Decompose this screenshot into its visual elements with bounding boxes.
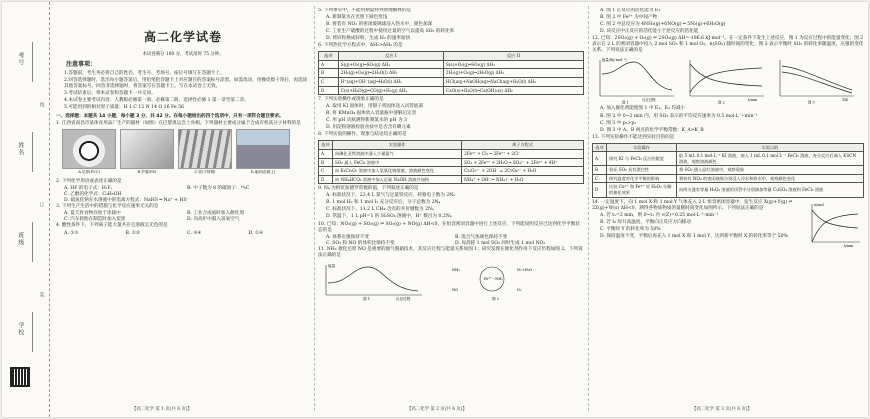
question-6-stem: 6. 下列热化学方程式中，ΔH₁>ΔH₂ 的是 — [318, 43, 403, 49]
option: B. 工业合成氨时加入催化剂 — [187, 211, 244, 217]
option: D. 用淀粉溶液检验食盐中是否含有碘元素 — [326, 125, 411, 131]
table-header: 选项 — [319, 52, 339, 61]
option: B. 混合气体颜色保持不变 — [455, 234, 508, 240]
table-cell: A — [319, 60, 339, 69]
table-row — [319, 158, 584, 167]
notice-heading: 注意事项： — [66, 60, 97, 68]
option: A. 加入催化剂能使图 1 中 E₁、E₂ 均减小 — [600, 106, 686, 112]
table-cell: B — [319, 69, 339, 78]
reactant-label: NH₃ — [452, 267, 460, 272]
table-cell: CaO(s)+H₂O(l)═Ca(OH)₂(s) ΔH₂ — [443, 86, 583, 95]
table-cell: S(g)+O₂(g)═SO₂(g) ΔH₁ — [338, 60, 443, 69]
page-2 — [318, 8, 584, 404]
p1-curve — [782, 66, 852, 90]
option: A. ①② — [64, 230, 79, 236]
energy-curve — [602, 62, 672, 90]
margin-label-class: 班级 — [16, 232, 24, 246]
table-cell: S(s)+O₂(g)═SO₂(g) ΔH₂ — [443, 60, 583, 69]
table-cell: 验证 SO₂ 具有漂白性 — [607, 166, 677, 175]
table-cell: SO₂ 通入 FeCl₃ 溶液中 — [333, 158, 462, 167]
question-3-options — [56, 211, 310, 223]
option: D. ①④ — [248, 230, 264, 236]
margin-fill-line — [32, 132, 33, 172]
question-10-stem: 10. 已知：NO₂(g) + SO₂(g) ⇌ SO₃(g) + NO(g) ΔH<0，在恒容密闭容器中进行上述反应，下列能说明反应已达到化学平衡状态的是 — [318, 221, 580, 233]
option: B. 将装有 NO₂ 的密闭玻璃球浸入热水中，颜色加深 — [326, 22, 433, 28]
question-6-table — [318, 51, 584, 95]
football-image — [62, 129, 116, 175]
qr-code-image — [10, 367, 30, 387]
option: B. 中子数为 8 的碳原子：¹⁴₆C — [187, 186, 250, 192]
page-divider — [314, 6, 315, 411]
option: C. 汽车轮胎在制造时加入炭黑 — [64, 217, 126, 223]
energy-diagram-figure — [592, 56, 678, 104]
notice-item: 1.答题前，考生务必将自己的姓名、考生号、考场号、座位号填写在答题卡上。 — [64, 70, 225, 76]
exam-sheet — [2, 2, 868, 417]
table-row — [319, 78, 584, 87]
margin-label-exam-number: 考号 — [16, 52, 24, 66]
table-row — [593, 183, 864, 197]
table-header: 选项 — [593, 143, 607, 152]
table-cell: 2Fe²⁺ + Cl₂ ═ 2Fe³⁺ + 2Cl⁻ — [462, 150, 584, 159]
figure-caption: 图 2 — [492, 296, 500, 301]
table-cell: 2H₂(g)+O₂(g)═2H₂O(l) ΔH₁ — [338, 69, 443, 78]
question-10-options — [318, 235, 584, 247]
question-2-stem: 2. 下列化学用语或表述正确的是 — [56, 179, 122, 185]
axis-label: t/min — [748, 98, 757, 103]
question-2-options — [56, 186, 310, 204]
binding-margin — [2, 2, 50, 417]
margin-label-name: 姓名 — [16, 142, 24, 156]
cut-mark: 线 — [38, 102, 45, 107]
page-1 — [56, 8, 310, 404]
table-cell: 向 NH₄HCO₃ 溶液中加入足量 NaOH 溶液并加热 — [333, 175, 462, 184]
option: D. 每消耗 1 mol SO₃ 同时生成 1 mol NO₂ — [455, 240, 546, 246]
table-cell: 比较 Cu²⁺ 和 Fe³⁺ 对 H₂O₂ 分解的催化效果 — [607, 183, 677, 197]
option: C. ③④ — [187, 230, 202, 236]
margin-fill-line — [32, 312, 33, 352]
table-cell: 将装有 NO₂ 的密闭烧瓶分别浸入冷水和热水中，观察颜色变化 — [677, 174, 864, 183]
table-row — [319, 69, 584, 78]
product-curve — [690, 68, 762, 92]
kneepad-image — [120, 129, 174, 175]
image-caption: D.地面(混凝土) — [250, 170, 276, 175]
reactant-label: NO — [452, 287, 459, 292]
option: B. 若 t₂ 时升高温度，平衡向正反应方向移动 — [600, 219, 691, 225]
margin-label-school: 学校 — [16, 322, 24, 336]
table-cell: A — [319, 150, 333, 159]
question-1-stem: 1. 江西省南昌市某体育用品厂生产的器材（如图）在巴黎奥运会上亮相。下列器材主要成分属于合成有机高分子材料的是 — [56, 120, 301, 126]
table-header: 反应 I — [338, 52, 443, 61]
question-14-stem: 14. 一定温度下，向 1 mol X 和 1 mol Y 气体充入 2 L 恒容密闭容器中，发生反应 X(g)+Y(g) ⇌ 2Z(g)+W(s) ΔH<0，测得各物质物质的量随时间变化如图所示。下列说法正确的是 — [592, 199, 793, 211]
notice-item: 2.回答选择题时，选出每小题答案后，用铅笔把答题卡上对应题目的答案标号涂黑。如需改动，用橡皮擦干净后，再选涂其他答案标号。回答非选择题时，将答案写在答题卡上。写在本试卷上无效。 — [64, 77, 308, 89]
option: A. 标准状况下，22.4 L 氯气与足量铁反应，转移电子数为 2Nₐ — [326, 193, 456, 199]
table-cell: C — [593, 174, 607, 183]
axis-label: 反应过程 — [642, 98, 656, 103]
table-cell: 探究温度对化学平衡的影响 — [607, 174, 677, 183]
axis-label: n/mol — [814, 202, 824, 207]
question-13-table — [592, 143, 864, 198]
table-cell: C(s)+H₂O(g)═CO(g)+H₂(g) ΔH₁ — [338, 86, 443, 95]
option: D. 保持温度不变，平衡后再充入 1 mol X 和 1 mol Y，达到新平衡时 X 的转化率等于 50% — [600, 233, 788, 239]
image-caption: A.足球(PVC) — [78, 170, 100, 175]
figure-caption: 图 2 — [718, 100, 725, 105]
option: B. 图 2 中 0~2 min 内，用 SO₂ 表示的平均反应速率为 0.5 mol·L⁻¹·min⁻¹ — [600, 113, 758, 119]
question-14-text — [592, 200, 800, 250]
option: C. 用 pH 试纸测得新制氯水的 pH 为 3 — [326, 118, 407, 124]
reactant-curve — [812, 210, 858, 228]
table-cell: C — [319, 167, 333, 176]
table-cell: A — [593, 152, 607, 166]
option: A. 新制氯水在光照下颜色变浅 — [326, 15, 388, 21]
table-cell: B — [319, 158, 333, 167]
table-cell: NH₄⁺ + OH⁻ ═ NH₃↑ + H₂O — [462, 175, 584, 184]
page-3 — [592, 8, 864, 404]
conversion-temperature-figure — [772, 56, 858, 104]
question-4-stem: 4. 酸性条件下，下列离子能大量共存且溶液呈无色的是 — [56, 223, 168, 229]
table-header: 选项 — [319, 141, 333, 150]
image-caption: B.护膝(PE) — [137, 170, 157, 175]
option: D. 将锌粒换成锌粉，生成 H₂ 的速率加快 — [326, 36, 411, 42]
table-cell: 取 5 mL 0.1 mol·L⁻¹ KI 溶液，加入 1 mL 0.1 mol·L⁻¹ FeCl₃ 溶液，充分反应后滴入 KSCN 溶液，观察溶液颜色 — [677, 152, 864, 166]
table-row — [593, 174, 864, 183]
question-13-stem: 13. 下列实验操作不能达到实验目的的是 — [592, 134, 675, 140]
p2-curve — [782, 72, 852, 93]
page-footer: 【高二化学 第 2 页(共 6 页)】 — [407, 407, 467, 413]
axis-label: 能量/(kJ·mol⁻¹) — [602, 58, 627, 63]
table-row — [593, 152, 864, 166]
exam-info: 本试卷满分 100 分，考试用时 75 分钟。 — [142, 51, 224, 57]
table-cell: D — [319, 86, 339, 95]
option: D. 图 3 中 A、B 两点的化学平衡常数：K_A>K_B — [600, 127, 704, 133]
table-cell: D — [319, 175, 333, 184]
option: A. 图 1 正反应的活化能为 E₁ — [600, 8, 661, 13]
exam-title: 高二化学试卷 — [143, 30, 222, 44]
option: A. 取用 KI 固体时，用镊子将固体送入试管底部 — [326, 104, 424, 110]
page-divider — [588, 6, 589, 411]
section-heading: 一、选择题：本题共 14 小题，每小题 3 分，共 42 分。在每小题给出的四个选项中，只有一项符合题目要求。 — [56, 113, 284, 119]
axis-label: 反应过程 — [396, 296, 411, 301]
option: C. 图 3 中 p₁>p₂ — [600, 120, 637, 126]
table-row — [319, 150, 584, 159]
option: A. 夏天将食物存放于冰箱中 — [64, 211, 121, 217]
cut-mark: 装 — [38, 292, 45, 297]
image-caption: C.管(不锈钢) — [194, 170, 216, 175]
question-12-stem: 12. 已知：2SO₂(g) + O₂(g) ⇌ 2SO₃(g) ΔH=-196.6 kJ·mol⁻¹。在一定条件下发生上述反应，图 1 为反应过程中的能量变化；图 2 表示在 2 L 的密闭容器中投入 2 mol SO₂ 和 1 mol O₂，n(SO₃) 随时间的变化；图 3 表示平衡时 SO₂ 的转化率随温度、压强的变化关系。下列说法正确的是 — [592, 36, 864, 54]
table-cell: B — [593, 166, 607, 175]
question-14-block — [592, 200, 864, 250]
page-footer: 【高二化学 第 3 页(共 6 页)】 — [692, 407, 752, 413]
amount-time-figure — [682, 56, 768, 104]
table-cell: D — [593, 183, 607, 197]
axis-label: 能量 — [328, 263, 336, 268]
cut-mark: 订 — [38, 202, 45, 207]
notice-item: 5.可能用到的相对原子质量：H 1 C 12 N 14 O 16 Fe 56 — [64, 104, 184, 110]
page-footer: 【高二化学 第 1 页(共 6 页)】 — [132, 407, 192, 413]
notice-item: 3.考试结束后，将本试卷和答题卡一并交回。 — [64, 90, 156, 96]
option: B. 将 KMnO₄ 固体放入容量瓶中溶解后定容 — [326, 111, 417, 117]
cycle-label: Fe³⁺···NH₂ — [484, 276, 503, 281]
table-header: 离子方程式 — [462, 141, 584, 150]
reactant-label: O₂ — [517, 287, 522, 292]
option: B. ②③ — [125, 230, 141, 236]
table-header: 实验目的 — [677, 143, 864, 152]
table-header: 实验操作 — [333, 141, 462, 150]
mechanism-figure — [432, 261, 572, 301]
figure-caption: 图 1 — [622, 100, 629, 105]
margin-fill-line — [32, 222, 33, 262]
table-header: 实验操作 — [607, 143, 677, 152]
question-1-images — [56, 129, 310, 175]
question-5-stem: 5. 下列事实中，不能用勒夏特列原理解释的是 — [318, 8, 412, 13]
notice-item: 4.本试卷主要考试内容：人教版必修第一册、必修第二册、选择性必修 1 第一章至第二章。 — [64, 97, 249, 103]
table-cell: Cr₂O₇²⁻ + 2OH⁻ ⇌ 2CrO₄²⁻ + H₂O — [462, 167, 584, 176]
table-row — [319, 175, 584, 184]
table-cell: C — [319, 78, 339, 87]
table-cell: 向两支盛有等量 H₂O₂ 溶液的试管中分别滴加等量 CuSO₄ 溶液和 FeCl₃ 溶液 — [677, 183, 864, 197]
axis-label: t/min — [844, 243, 853, 248]
question-3-stem: 3. 下列生产生活中的措施与化学反应速率无关的是 — [56, 204, 159, 210]
option: C. 标准状况下，11.2 L CH₄ 含有的共价键数为 2Nₐ — [326, 207, 434, 213]
table-row — [319, 60, 584, 69]
table-cell: SO₂ + 2Fe³⁺ + 2H₂O ═ SO₄²⁻ + 2Fe²⁺ + 4H⁺ — [462, 158, 584, 167]
steel-pipe-image — [178, 129, 232, 175]
option: B. 图 2 中 Fe³⁺ 为中间产物 — [600, 15, 658, 21]
table-cell: 将 SO₂ 通入品红溶液中，观察现象 — [677, 166, 864, 175]
option: C. 平衡时 Y 的转化率为 50% — [600, 226, 661, 232]
table-row — [319, 167, 584, 176]
option: A. 若 t₁=2 min，则 0~t₁ 内 v(Z)=0.25 mol·L⁻¹·min⁻¹ — [600, 212, 719, 218]
product-curve — [812, 214, 858, 242]
option: C. 工业生产硫酸的过程中使用过量的空气以提高 SO₂ 的转化率 — [326, 29, 455, 35]
table-cell: 探究 KI 与 FeCl₃ 反应的限度 — [607, 152, 677, 166]
question-14-graph — [804, 200, 864, 250]
question-11-figures — [318, 261, 584, 301]
question-8-stem: 8. 下列实验的操作、现象与结论均正确的是 — [318, 132, 407, 138]
table-cell: HCl(aq)+NaOH(aq)═NaCl(aq)+H₂O(l) ΔH₂ — [443, 78, 583, 87]
energy-curve — [328, 267, 418, 291]
question-7-stem: 7. 下列实验操作或现象正确的是 — [318, 97, 384, 103]
figure-caption: 图 1 — [363, 296, 371, 301]
table-cell: 2H₂(g)+O₂(g)═2H₂O(g) ΔH₂ — [443, 69, 583, 78]
figure-caption: 图 3 — [808, 100, 815, 105]
table-cell: 向 K₂Cr₂O₇ 溶液中加入氢氧化钠溶液，溶液颜色变化 — [333, 167, 462, 176]
question-12-figures — [592, 56, 864, 104]
axis-label: T/K — [842, 98, 848, 103]
table-cell: 向碘化亚铁溶液中通入少量氯气 — [333, 150, 462, 159]
question-11-stem: 11. NH₃ 催化还原 NO 是重要的烟气脱硝技术，其反应过程与能量关系如图 1；研究发现在催化剂作用下反应历程如图 2。下列说法正确的是 — [318, 246, 583, 258]
margin-fill-line — [32, 42, 33, 82]
question-9-stem: 9. Nₐ 为阿伏加德罗常数的值，下列叙述正确的是 — [318, 186, 419, 192]
table-cell: H⁺(aq)+OH⁻(aq)═H₂O(l) ΔH₁ — [338, 78, 443, 87]
option: C. SO₃ 和 NO 的体积比保持不变 — [326, 240, 395, 246]
option: C. 图 2 中总反应为 4NH₃(g)+6NO(g) ═ 5N₂(g)+6H₂O(g) — [600, 22, 726, 28]
question-8-table — [318, 140, 584, 184]
option: D. 向高炉中鼓入富氧空气 — [187, 217, 240, 223]
option: B. 1 mol H₂ 和 1 mol I₂ 充分反应后，分子总数为 2Nₐ — [326, 200, 441, 206]
table-header: 反应 II — [443, 52, 583, 61]
option: C. 乙醇的化学式：C₂H₅OH — [64, 192, 122, 198]
option: A. 体系压强保持不变 — [326, 234, 369, 240]
concrete-floor-image — [236, 129, 290, 175]
option: D. 硫氢化钠在水溶液中的电离方程式：NaHS ═ Na⁺ + HS⁻ — [64, 198, 190, 204]
table-row — [319, 86, 584, 95]
option: D. 常温下，1 L pH=1 的 H₂SO₄ 溶液中，H⁺ 数目为 0.2Nₐ — [326, 214, 452, 220]
reactant-curve — [690, 64, 762, 86]
product-label: N₂+H₂O — [517, 267, 533, 272]
option: A. HF 的电子式：H:F: — [64, 186, 112, 192]
option: D. 该反应中正反应的活化能小于逆反应的活化能 — [600, 29, 699, 35]
question-4-options — [56, 231, 310, 237]
table-row — [593, 166, 864, 175]
energy-profile-figure — [318, 261, 428, 301]
